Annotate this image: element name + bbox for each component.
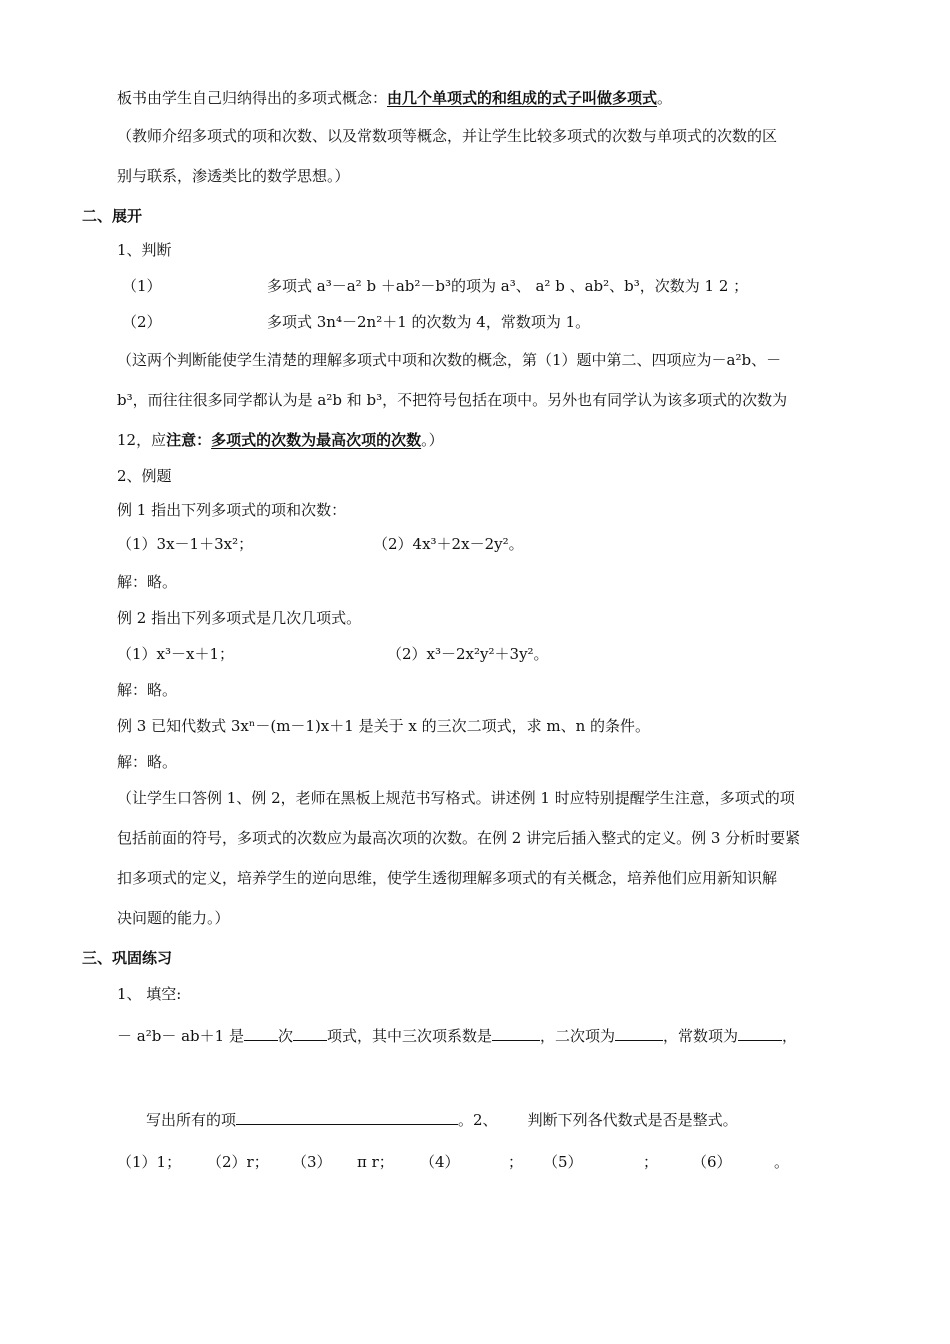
- note-line-3: [117, 430, 444, 450]
- example-1-part-a: （1）3x－1＋3x²；: [117, 535, 254, 553]
- fill-in-line-2: [146, 1110, 738, 1130]
- blank-constant-term[interactable]: [738, 1026, 782, 1041]
- fill-expression: － a²b－ ab＋1 是: [117, 1027, 244, 1045]
- example-2-title: 例 2 指出下列多项式是几次几项式。: [117, 609, 362, 627]
- polynomial-definition: 由几个单项式的和组成的式子叫做多项式: [387, 89, 658, 107]
- blank-cubic-coefficient[interactable]: [492, 1026, 540, 1041]
- fill-quadratic-label: ，二次项为: [539, 1027, 615, 1045]
- fill-constant-label: ，常数项为: [663, 1027, 739, 1045]
- intro-line-3: 别与联系，渗透类比的数学思想。）: [117, 167, 350, 185]
- fill-comma: ，: [782, 1027, 798, 1045]
- judge-1-text: 多项式 a³－a² b ＋ab²－b³的项为 a³、 a² b 、ab²、b³，次数为 1 2 ；: [267, 277, 749, 295]
- note-line-2: b³，而往往很多同学都认为是 a²b 和 b³，不把符号包括在项中。另外也有同学认为该多项式的次数为: [117, 391, 788, 409]
- item-4-number: （4）: [420, 1153, 460, 1171]
- item-4-sep: ；: [508, 1153, 524, 1171]
- example-3-solution: 解：略。: [117, 753, 178, 771]
- item-6-number: （6）: [692, 1153, 732, 1171]
- note-line-1: （这两个判断能使学生清楚的理解多项式中项和次数的概念，第（1）题中第二、四项应为－a²b、－: [117, 351, 782, 369]
- example-2-part-a: （1）x³－x＋1；: [117, 645, 235, 663]
- judge-1-number: （1）: [122, 277, 162, 295]
- example-2-solution: 解：略。: [117, 681, 178, 699]
- question-1-title: 1、 填空:: [117, 985, 182, 1003]
- blank-term-count[interactable]: [293, 1026, 327, 1041]
- note-degree-rule: 多项式的次数为最高次项的次数: [211, 431, 422, 449]
- item-5-number: （5）: [543, 1153, 583, 1171]
- fill-coefficient-label: 项式，其中三次项系数是: [326, 1027, 492, 1045]
- note-attention: 注意：: [166, 431, 212, 449]
- blank-degree[interactable]: [244, 1026, 278, 1041]
- fill-degree-label: 次: [277, 1027, 293, 1045]
- item-5-sep: ；: [643, 1153, 659, 1171]
- example-1-part-b: （2）4x³＋2x－2y²。: [373, 535, 524, 553]
- note-line-6: 扣多项式的定义，培养学生的逆向思维，使学生透彻理解多项式的有关概念，培养他们应用新知识解: [117, 869, 778, 887]
- section-heading-expand: 二、展开: [82, 207, 143, 225]
- item-3-number: （3）: [292, 1153, 332, 1171]
- judge-2-text: 多项式 3n⁴－2n²＋1 的次数为 4，常数项为 1。: [267, 313, 591, 331]
- item-1: （1）1；: [117, 1153, 182, 1171]
- blank-all-terms[interactable]: [236, 1110, 458, 1125]
- question-2-number: 。2、: [458, 1111, 498, 1129]
- note-prefix: 12，应: [117, 431, 167, 449]
- subsection-examples: 2、例题: [117, 467, 172, 485]
- intro-prefix: 板书由学生自己归纳得出的多项式概念：: [117, 89, 388, 107]
- note-end: 。）: [421, 431, 444, 449]
- intro-period: 。: [657, 89, 673, 107]
- item-6-sep: 。: [774, 1153, 790, 1171]
- question-2-title: 判断下列各代数式是否是整式。: [527, 1111, 738, 1129]
- fill-in-line-1: [117, 1026, 797, 1046]
- section-heading-practice: 三、巩固练习: [82, 949, 173, 967]
- fill-all-terms-label: 写出所有的项: [146, 1111, 237, 1129]
- item-2: （2）r；: [207, 1153, 269, 1171]
- note-line-5: 包括前面的符号，多项式的次数应为最高次项的次数。在例 2 讲完后插入整式的定义。例 3 分析时要紧: [117, 829, 801, 847]
- note-line-4: （让学生口答例 1、例 2，老师在黑板上规范书写格式。讲述例 1 时应特别提醒学生注意，多项式的项: [117, 789, 795, 807]
- judge-2-number: （2）: [122, 313, 162, 331]
- example-3-title: 例 3 已知代数式 3xⁿ－(m－1)x＋1 是关于 x 的三次二项式，求 m、n 的条件。: [117, 717, 651, 735]
- example-1-solution: 解：略。: [117, 573, 178, 591]
- intro-line-2: （教师介绍多项式的项和次数、以及常数项等概念，并让学生比较多项式的次数与单项式的次数的区: [117, 127, 778, 145]
- subsection-judge: 1、判断: [117, 241, 172, 259]
- note-line-7: 决问题的能力。）: [117, 909, 230, 927]
- item-3-text: π r；: [357, 1153, 394, 1171]
- example-2-part-b: （2）x³－2x²y²＋3y²。: [387, 645, 549, 663]
- intro-line-1: [117, 88, 672, 108]
- example-1-title: 例 1 指出下列多项式的项和次数：: [117, 501, 347, 519]
- blank-quadratic-term[interactable]: [615, 1026, 663, 1041]
